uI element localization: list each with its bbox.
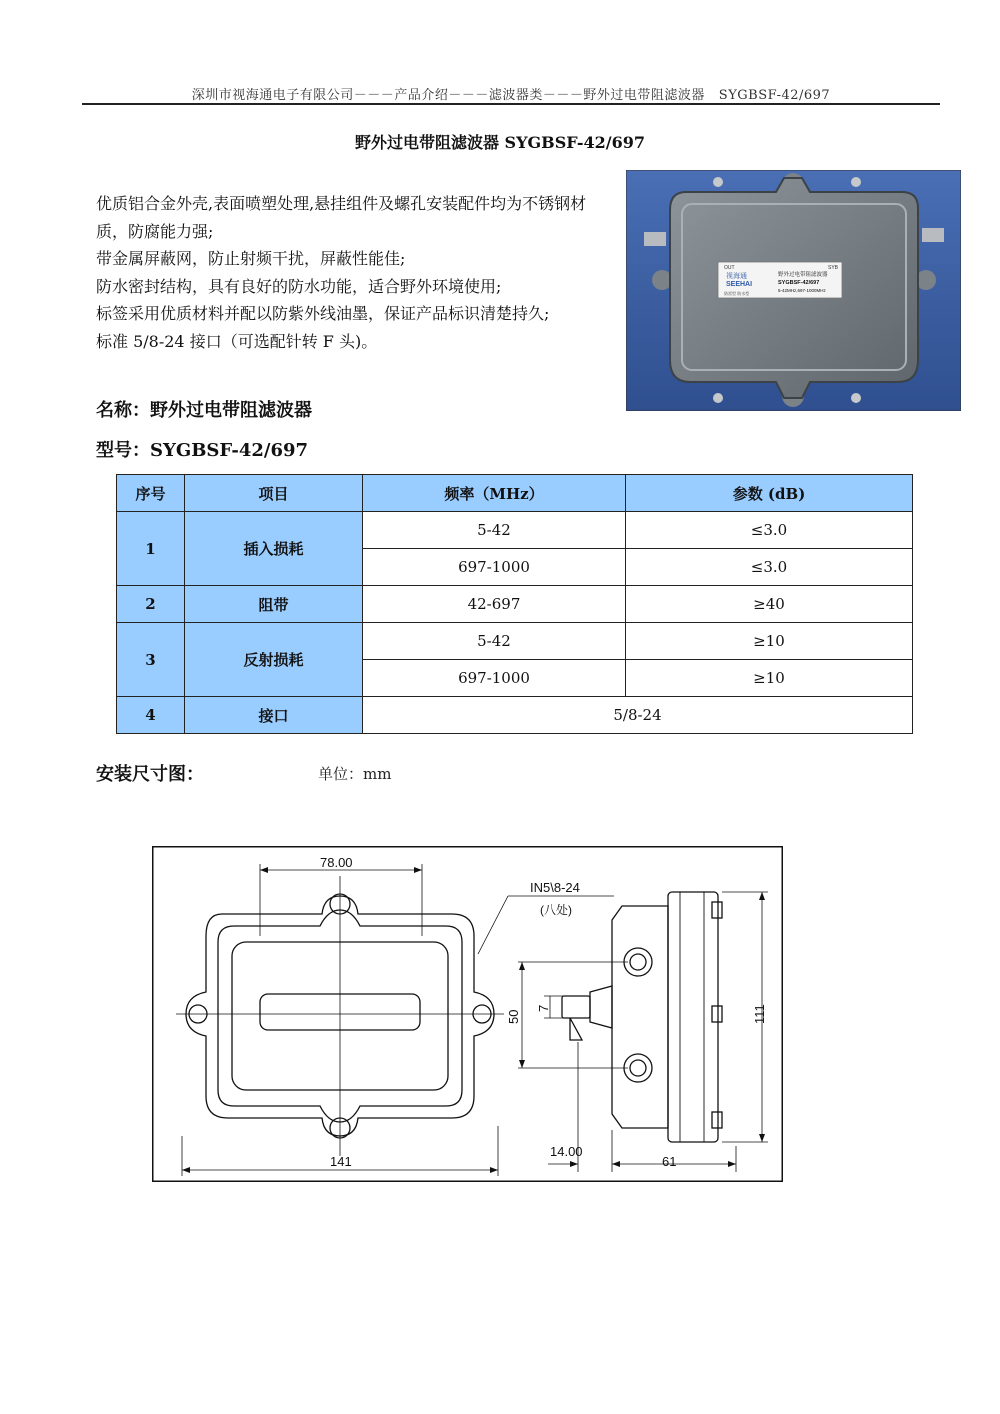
unit-label: 单位：mm: [318, 765, 392, 783]
install-dimension-label: 安装尺寸图：: [96, 764, 204, 785]
row-item: 插入损耗: [185, 512, 363, 586]
dim-connector: IN5\8-24: [530, 880, 580, 895]
description-line: 带金属屏蔽网，防止射频干扰，屏蔽性能佳;: [96, 249, 406, 268]
table-row: [117, 512, 913, 549]
header-parameter: 参数 (dB): [626, 475, 913, 512]
dim-connector-note: (八处): [540, 903, 572, 917]
header-section-filters: 滤波器类: [488, 88, 543, 103]
product-name: 名称：野外过电带阻滤波器: [96, 400, 312, 421]
row-parameter: ≤3.0: [626, 549, 913, 586]
table-row: [117, 586, 913, 623]
row-no: 4: [117, 697, 185, 734]
header-product: 野外过电带阻滤波器: [583, 88, 705, 103]
page-header: [82, 84, 940, 103]
header-item: 项目: [185, 475, 363, 512]
row-parameter: ≥40: [626, 586, 913, 623]
row-item: 阻带: [185, 586, 363, 623]
photo-label-out: OUT: [724, 265, 735, 271]
header-frequency: 频率（MHz）: [363, 475, 626, 512]
dim-111: 111: [752, 1004, 767, 1024]
header-separator: －－－: [353, 88, 395, 103]
dim-7: 7: [536, 1004, 551, 1012]
row-item: 反射损耗: [185, 623, 363, 697]
header-no: 序号: [117, 475, 185, 512]
product-model: 型号：SYGBSF-42/697: [96, 440, 309, 461]
row-parameter: ≥10: [626, 660, 913, 697]
dim-50: 50: [506, 1009, 521, 1024]
photo-label-brand-cn: 视海通: [726, 272, 747, 280]
row-parameter: ≥10: [626, 623, 913, 660]
spec-table: [116, 474, 913, 734]
dim-14: 14.00: [550, 1144, 583, 1159]
photo-label-model: SYGBSF-42/697: [778, 280, 820, 286]
row-item: 接口: [185, 697, 363, 734]
header-separator: －－－: [448, 88, 489, 103]
dim-78: 78.00: [320, 855, 353, 870]
header-code: SYGBSF-42/697: [718, 88, 831, 103]
header-separator: －－－: [542, 88, 584, 103]
description-line: 标签采用优质材料并配以防紫外线油墨，保证产品标识清楚持久;: [96, 304, 550, 323]
row-no: 1: [117, 512, 185, 586]
row-frequency: 5-42: [363, 512, 626, 549]
description-line: 防水密封结构，具有良好的防水功能，适合野外环境使用;: [96, 276, 502, 296]
dim-141: 141: [330, 1154, 352, 1169]
table-header-row: [117, 475, 913, 512]
row-no: 3: [117, 623, 185, 697]
table-row: [117, 623, 913, 660]
photo-label-name: 野外过电带阻滤波器: [778, 272, 828, 278]
side-view: [518, 892, 768, 1172]
header-rule: [82, 103, 940, 105]
row-no: 2: [117, 586, 185, 623]
header-section-product-intro: 产品介绍: [394, 88, 449, 103]
table-row: [117, 697, 913, 734]
photo-label-tag: SYB: [828, 265, 839, 271]
row-parameter: ≤3.0: [626, 512, 913, 549]
photo-label-freq: 5-42MHz,697-1000MHz: [778, 288, 826, 293]
row-frequency: 42-697: [363, 586, 626, 623]
header-company: 深圳市视海通电子有限公司: [191, 88, 354, 103]
dim-61: 61: [662, 1154, 677, 1169]
photo-label-footer: 防雷型 防水型: [724, 291, 750, 296]
row-frequency: 5-42: [363, 623, 626, 660]
product-description: [96, 190, 618, 355]
photo-label-brand-en: SEEHAI: [726, 281, 753, 288]
row-frequency: 697-1000: [363, 660, 626, 697]
product-photo: [626, 170, 961, 411]
row-merged-value: 5/8-24: [363, 697, 913, 734]
row-frequency: 697-1000: [363, 549, 626, 586]
description-line: 标准 5/8-24 接口（可选配针转 F 头)。: [96, 331, 378, 351]
description-line: 优质铝合金外壳,表面喷塑处理,悬挂组件及螺孔安装配件均为不锈钢材质，防腐能力强;: [96, 194, 587, 241]
dimension-drawing: [152, 846, 783, 1182]
page-title: 野外过电带阻滤波器 SYGBSF-42/697: [354, 133, 646, 152]
